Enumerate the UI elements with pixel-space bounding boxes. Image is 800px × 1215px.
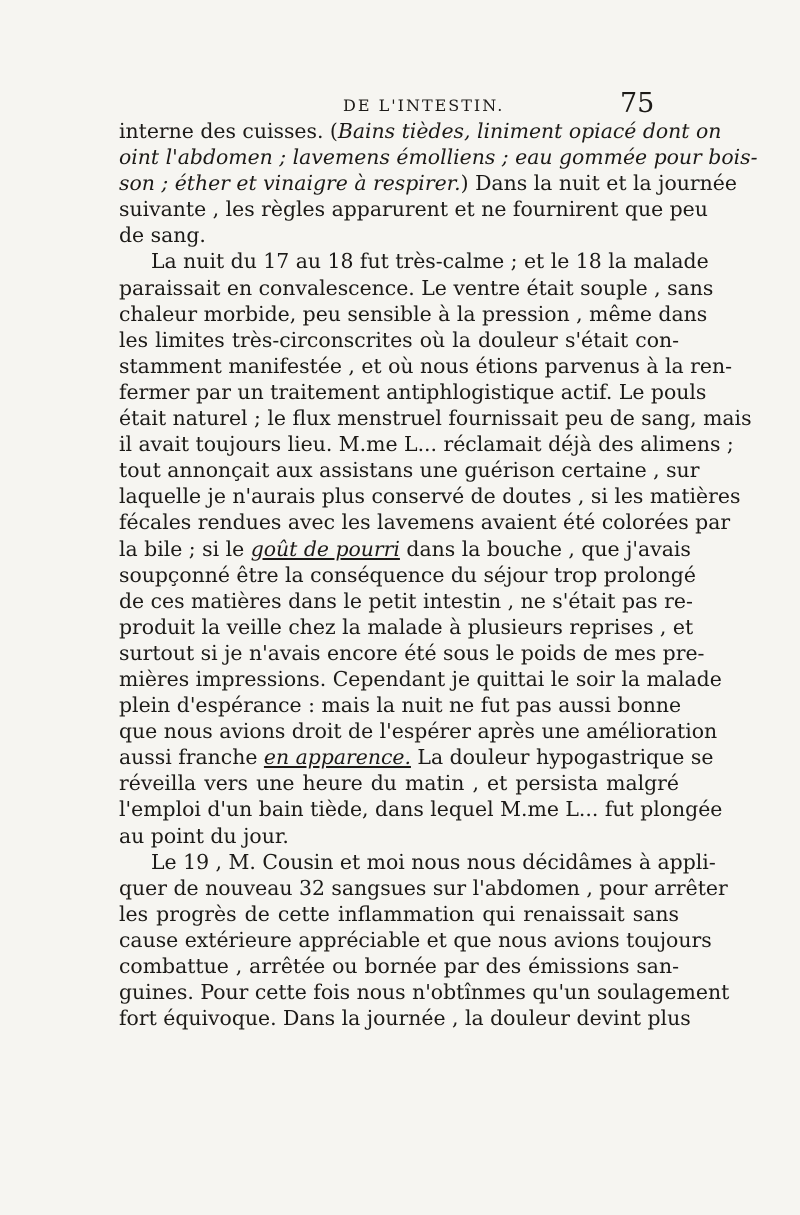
text-line (119, 692, 682, 718)
text-line (119, 509, 731, 535)
text-segment: plein d'espérance : mais la nuit ne fut pas aussi bonne (119, 693, 682, 718)
underlined-text: en apparence. (263, 745, 411, 770)
text-segment: quer de nouveau 32 sangsues sur l'abdomen , pour arrêter (119, 875, 728, 900)
body-text (119, 118, 758, 1031)
text-line (119, 849, 716, 875)
text-line (119, 796, 723, 822)
text-segment: de ces matières dans le petit intestin , ne s'était pas re- (119, 588, 693, 613)
text-line (119, 953, 679, 979)
text-segment: fort équivoque. Dans la journée , la douleur devint plus (119, 1006, 691, 1031)
text-segment: ) Dans la nuit et la journée (460, 171, 737, 196)
text-line (119, 744, 714, 770)
text-segment: chaleur morbide, peu sensible à la pression , même dans (119, 301, 708, 326)
text-line (119, 353, 733, 379)
text-segment: était naturel ; le flux menstruel fournissait peu de sang, mais (119, 406, 752, 431)
underlined-text: goût de pourri (250, 536, 400, 561)
text-line (119, 144, 758, 170)
text-line (119, 927, 712, 953)
text-line (119, 640, 705, 666)
text-line (119, 718, 718, 744)
text-segment: dans la bouche , que j'avais (399, 536, 691, 561)
text-segment: les limites très-circonscrites où la douleur s'était con- (119, 327, 679, 352)
text-segment: que nous avions droit de l'espérer après une amélioration (119, 719, 718, 744)
text-line (119, 588, 693, 614)
text-segment: l'emploi d'un bain tiède, dans lequel M.me L... fut plongée (119, 797, 723, 822)
text-segment: suivante , les règles apparurent et ne fournirent que peu (119, 197, 708, 222)
text-segment: stamment manifestée , et où nous étions parvenus à la ren- (119, 353, 733, 378)
text-line (119, 379, 707, 405)
text-line (119, 405, 752, 431)
text-line (119, 901, 679, 927)
text-segment: aussi franche (119, 745, 264, 770)
text-segment: cause extérieure appréciable et que nous avions toujours (119, 927, 712, 952)
text-segment: interne des cuisses. ( (119, 119, 338, 143)
text-segment: La douleur hypogastrique se (410, 745, 714, 770)
text-line (119, 666, 722, 692)
text-segment: produit la veille chez la malade à plusieurs reprises , et (119, 614, 694, 639)
page-number: 75 (620, 88, 655, 119)
text-segment: tout annonçait aux assistans une guérison certaine , sur (119, 458, 700, 483)
text-segment: La nuit du 17 au 18 fut très-calme ; et le 18 la malade (151, 249, 709, 274)
text-segment: paraissait en convalescence. Le ventre était souple , sans (119, 275, 714, 300)
text-line (119, 457, 700, 483)
text-segment: Le 19 , M. Cousin et moi nous nous décidâmes à appli- (151, 849, 716, 874)
text-segment: au point du jour. (119, 823, 289, 848)
text-segment: fermer par un traitement antiphlogistique actif. Le pouls (119, 379, 707, 404)
text-segment: combattue , arrêtée ou bornée par des émissions san- (119, 954, 679, 978)
text-segment: surtout si je n'avais encore été sous le poids de mes pre- (119, 640, 705, 665)
text-segment: fécales rendues avec les lavemens avaient été colorées par (119, 510, 731, 535)
text-line (119, 327, 679, 353)
italic-segment: son ; éther et vinaigre à respirer. (119, 171, 461, 196)
text-line (119, 536, 691, 562)
text-segment: mières impressions. Cependant je quittai le soir la malade (119, 666, 722, 691)
text-segment: guines. Pour cette fois nous n'obtînmes qu'un soulagement (119, 980, 730, 1005)
text-segment: réveilla vers une heure du matin , et persista malgré (119, 771, 679, 796)
text-line (119, 823, 679, 849)
text-line (119, 301, 708, 327)
text-line (119, 562, 696, 588)
text-line (119, 196, 708, 222)
running-head-title: DE L'INTESTIN. (343, 96, 505, 115)
text-line (119, 222, 679, 248)
text-segment: les progrès de cette inflammation qui renaissait sans (119, 901, 679, 926)
italic-segment (251, 537, 400, 561)
text-line (119, 1005, 691, 1031)
italic-segment: Bains tièdes, liniment opiacé dont on (337, 119, 722, 143)
text-line (119, 483, 741, 509)
text-segment: la bile ; si le (119, 536, 251, 561)
text-line (119, 431, 734, 457)
text-line (119, 770, 679, 796)
text-line (119, 275, 714, 301)
text-segment: il avait toujours lieu. M.me L... réclamait déjà des alimens ; (119, 432, 734, 457)
text-segment: de sang. (119, 223, 206, 248)
text-segment: laquelle je n'aurais plus conservé de doutes , si les matières (119, 484, 741, 509)
text-line (119, 248, 709, 274)
text-line (119, 118, 722, 144)
text-line (119, 875, 728, 901)
text-line (119, 170, 737, 196)
text-line (119, 979, 730, 1005)
italic-segment (264, 745, 411, 769)
italic-segment: oint l'abdomen ; lavemens émolliens ; eau gommée pour bois- (119, 145, 758, 170)
text-line (119, 614, 694, 640)
text-segment: soupçonné être la conséquence du séjour trop prolongé (119, 562, 696, 587)
